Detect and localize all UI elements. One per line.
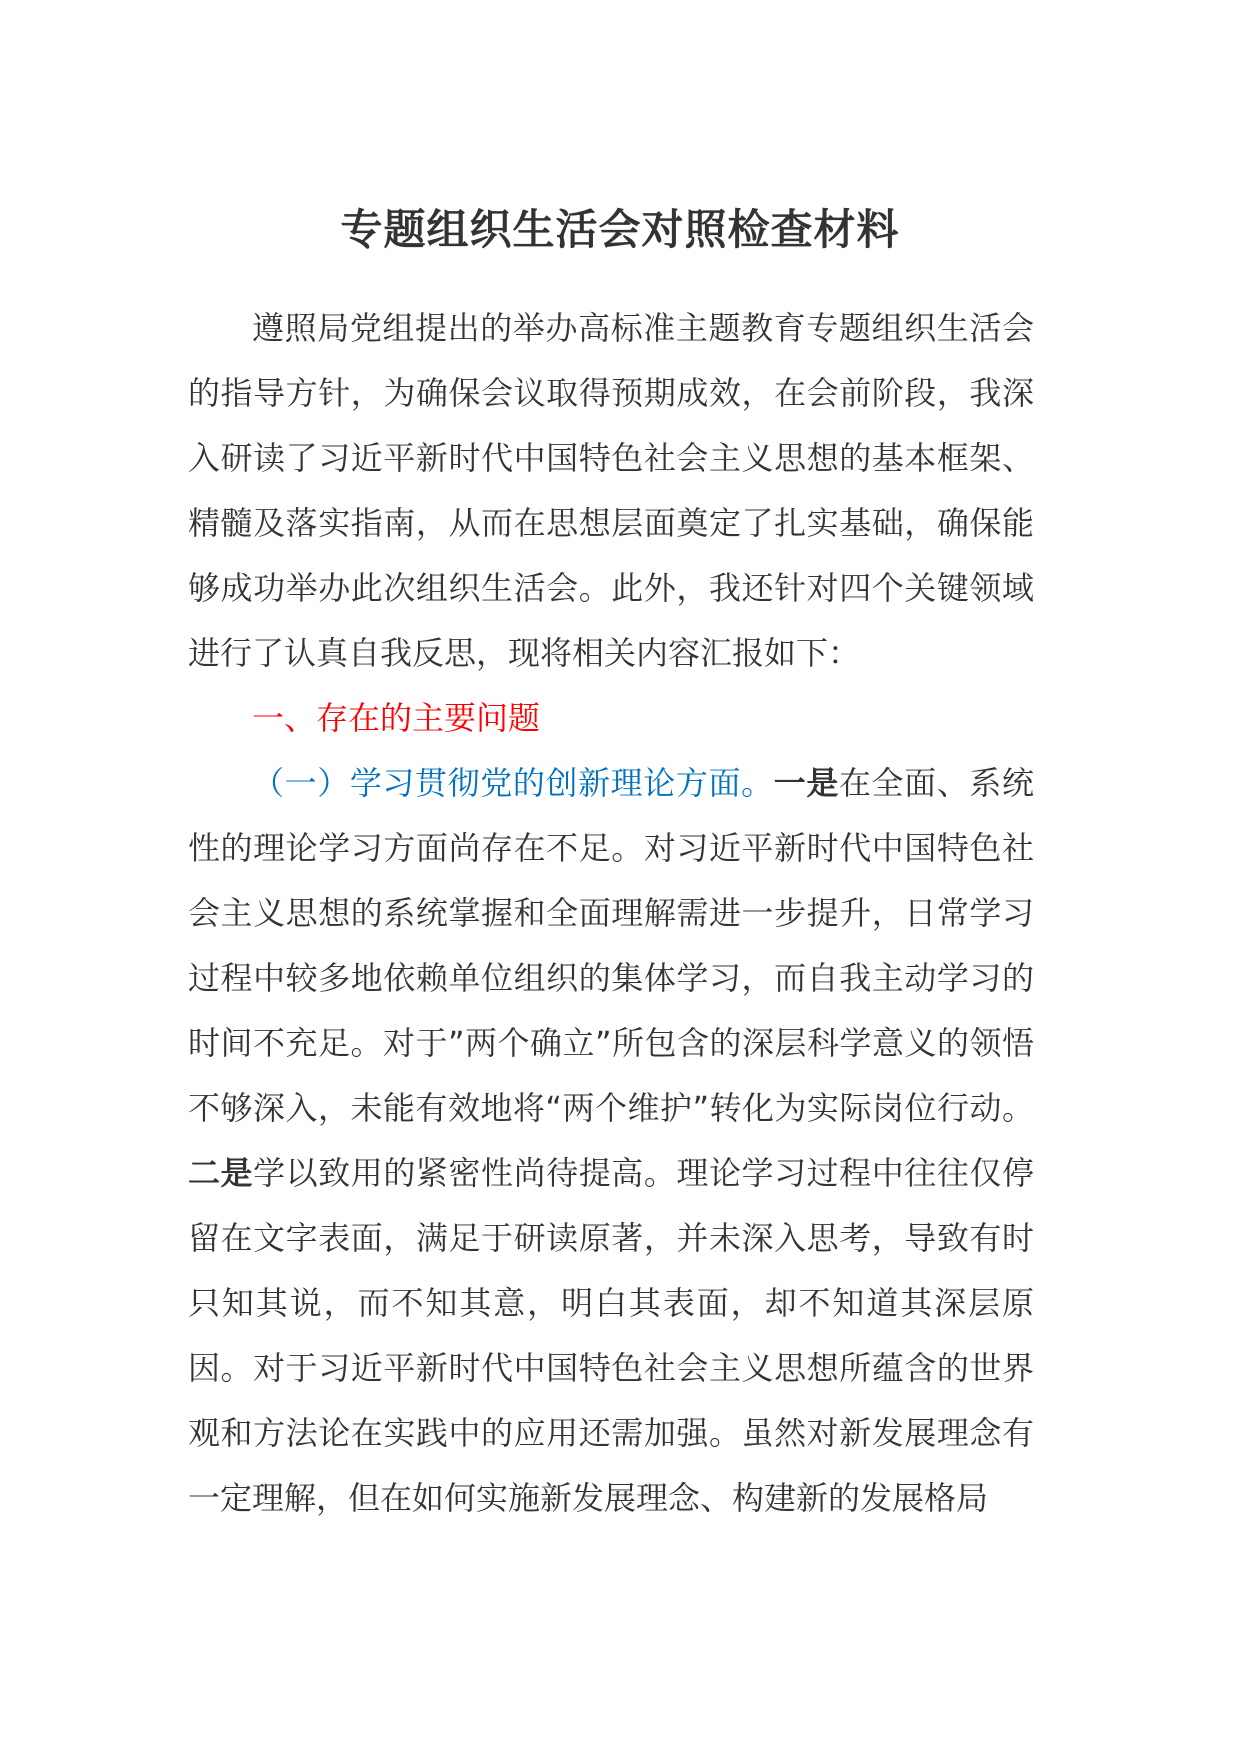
point-one-label: 一是: [773, 764, 839, 802]
point-one-text: 在全面、系统性的理论学习方面尚存在不足。对习近平新时代中国特色社会主义思想的系统掌握和全面理解需进一步提升，日常学习过程中较多地依赖单位组织的集体学习，而自我主动学习的时间不充足。对于”两个确立”所包含的深层科学意义的领悟不够深入，未能有效地将“两个维护”转化为实际岗位行动。: [188, 764, 1034, 1127]
document-title: 专题组织生活会对照检查材料: [340, 205, 900, 254]
subsection-paragraph: [188, 751, 1034, 1531]
section-heading-text: 一、存在的主要问题: [252, 699, 541, 737]
point-two-text: 学以致用的紧密性尚待提高。理论学习过程中往往仅停留在文字表面，满足于研读原著，并未深入思考，导致有时只知其说，而不知其意，明白其表面，却不知道其深层原因。对于习近平新时代中国特色社会主义思想所蕴含的世界观和方法论在实践中的应用还需加强。虽然对新发展理念有一定理解，但在如何实施新发展理念、构建新的发展格局: [188, 1154, 1034, 1517]
subsection-heading: （一）学习贯彻党的创新理论方面。: [252, 764, 774, 802]
intro-paragraph: 遵照局党组提出的举办高标准主题教育专题组织生活会的指导方针，为确保会议取得预期成效，在会前阶段，我深入研读了习近平新时代中国特色社会主义思想的基本框架、精髓及落实指南，从而在思想层面奠定了扎实基础，确保能够成功举办此次组织生活会。此外，我还针对四个关键领域进行了认真自我反思，现将相关内容汇报如下：: [188, 309, 1034, 672]
section-heading: [188, 686, 1034, 751]
document-body: [188, 296, 1034, 1531]
point-two-label: 二是: [188, 1154, 254, 1192]
